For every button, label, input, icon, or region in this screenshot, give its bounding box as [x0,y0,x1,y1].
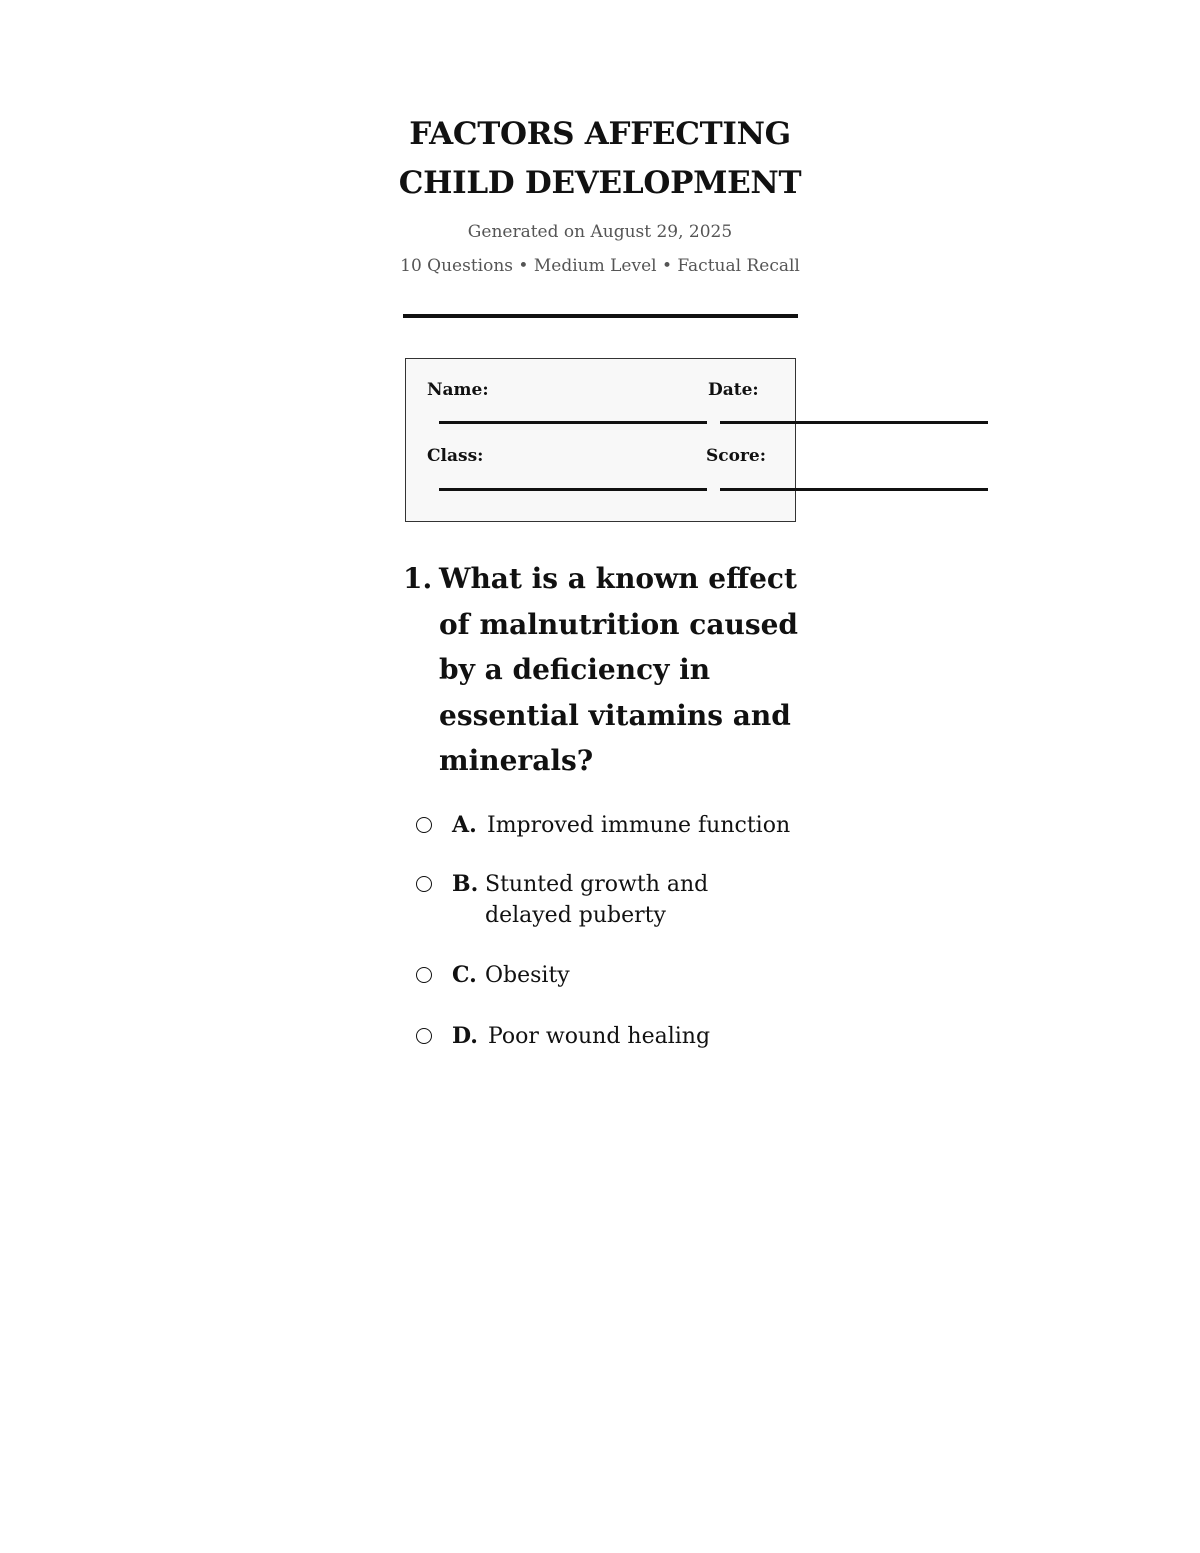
date-label: Date: [708,380,759,400]
radio-icon[interactable] [416,967,432,983]
date-field[interactable] [720,421,988,424]
option-letter: B. [452,871,479,897]
option-letter: A. [452,812,477,838]
class-label: Class: [427,446,484,466]
option-text: Improved immune function [487,813,791,838]
radio-icon[interactable] [416,876,432,892]
option-letter: C. [452,962,477,988]
radio-icon[interactable] [416,817,432,833]
option-text: Obesity [485,963,570,988]
score-field[interactable] [720,488,988,491]
class-field[interactable] [439,488,707,491]
page-title [380,110,820,208]
radio-icon[interactable] [416,1028,432,1044]
score-label: Score: [706,446,767,466]
header-divider [403,314,798,318]
name-field[interactable] [439,421,707,424]
generated-date: Generated on August 29, 2025 [467,222,733,242]
option-letter: D. [452,1023,478,1049]
option-text: Stunted growth and delayed puberty [485,872,709,928]
option-text: Poor wound healing [488,1024,711,1049]
question-text: What is a known effect of malnutrition caused by a deficiency in essential vitamins and minerals? [439,562,798,777]
title-line-1: FACTORS AFFECTING [409,116,791,152]
name-label: Name: [427,380,489,400]
question-number: 1. [403,562,433,595]
title-line-2: CHILD DEVELOPMENT [398,165,802,201]
quiz-info: 10 Questions • Medium Level • Factual Recall [400,256,800,276]
